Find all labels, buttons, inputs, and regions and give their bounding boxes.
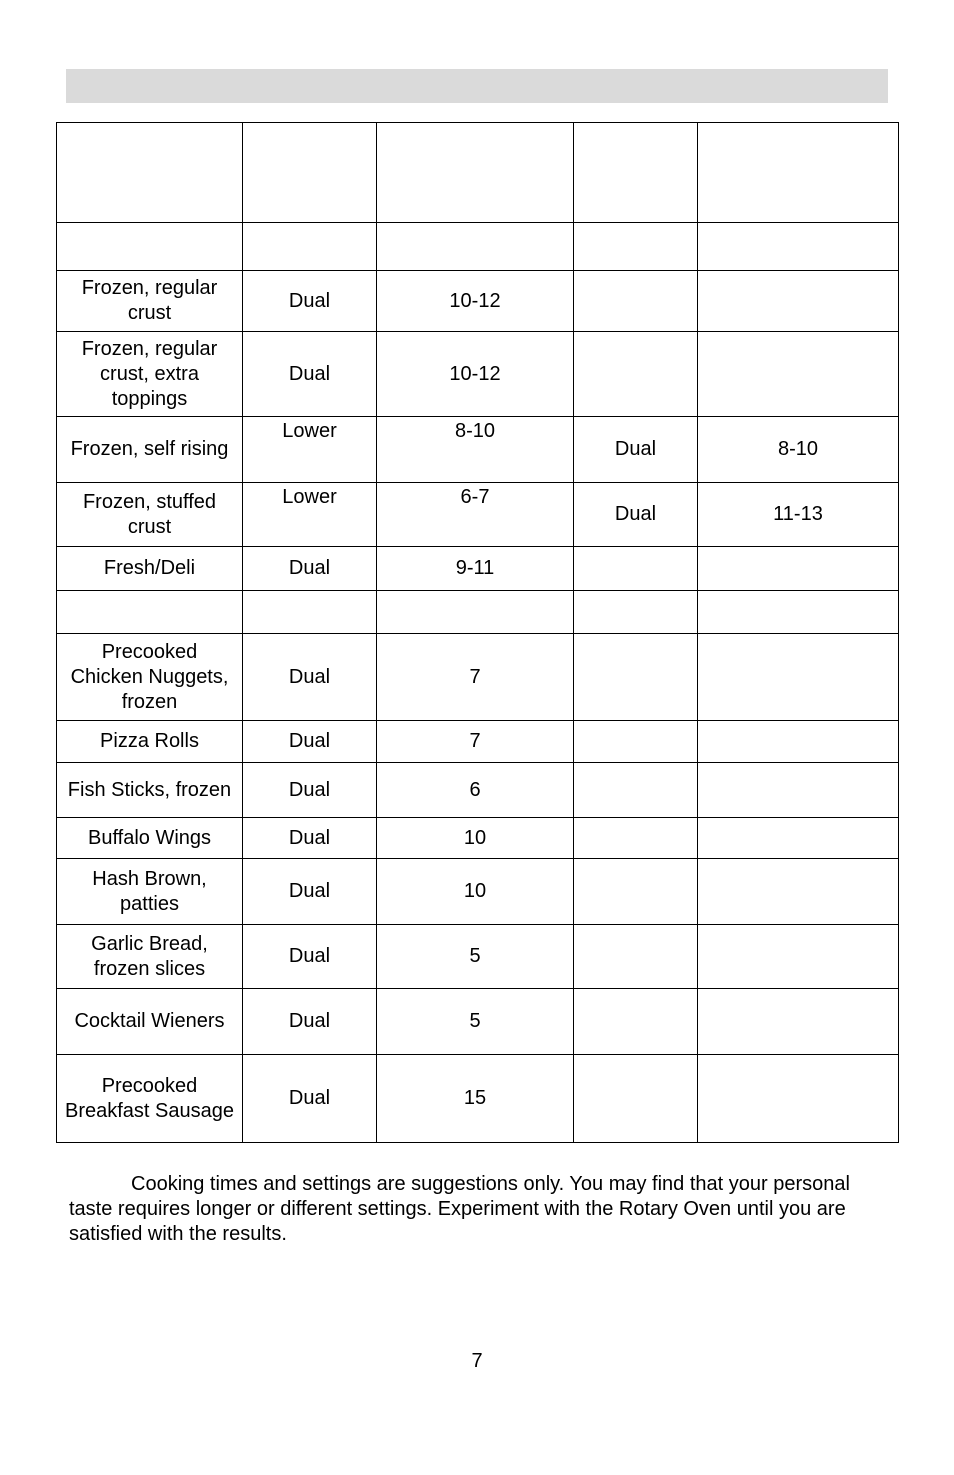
table-cell-food: Precooked Breakfast Sausage: [57, 1055, 243, 1143]
table-cell-time-2: [698, 271, 899, 332]
table-cell-time-1: 5: [377, 925, 574, 989]
table-section-row: [57, 591, 899, 634]
table-cell-element-2: [574, 859, 698, 925]
table-row: [57, 547, 899, 591]
table-cell-time-2: [698, 818, 899, 859]
table-row: [57, 1055, 899, 1143]
table-row: [57, 483, 899, 547]
table-cell-time-1: 8-10: [377, 417, 574, 483]
table-cell-element-1: Lower: [243, 483, 377, 547]
table-cell-time-1: 10-12: [377, 271, 574, 332]
table-cell-element-1: Dual: [243, 271, 377, 332]
table-cell-time-1: [377, 223, 574, 271]
table-cell-time-1: 6: [377, 763, 574, 818]
table-cell-time-1: 10: [377, 859, 574, 925]
table-cell-element-2: [574, 1055, 698, 1143]
table-cell-time-2: 8-10: [698, 417, 899, 483]
table-cell-time-2: [698, 721, 899, 763]
table-cell-element-1: Dual: [243, 763, 377, 818]
table-cell-element-1: Lower: [243, 417, 377, 483]
table-cell-time-1: [377, 123, 574, 223]
table-cell-element-1: Dual: [243, 1055, 377, 1143]
table-cell-time-1: 6-7: [377, 483, 574, 547]
table-cell-element-1: Dual: [243, 925, 377, 989]
table-cell-element-2: [574, 223, 698, 271]
table-cell-food: Pizza Rolls: [57, 721, 243, 763]
table-cell-time-2: [698, 547, 899, 591]
table-cell-time-2: [698, 634, 899, 721]
table-cell-element-1: Dual: [243, 989, 377, 1055]
table-cell-time-1: 10-12: [377, 332, 574, 417]
table-row: [57, 818, 899, 859]
table-cell-time-2: [698, 859, 899, 925]
table-cell-time-2: 11-13: [698, 483, 899, 547]
table-section-row: [57, 223, 899, 271]
table-cell-time-2: [698, 223, 899, 271]
table-cell-element-2: [574, 989, 698, 1055]
table-cell-element-2: [574, 634, 698, 721]
table-cell-element-1: Dual: [243, 634, 377, 721]
table-cell-food: Cocktail Wieners: [57, 989, 243, 1055]
table-row: [57, 859, 899, 925]
table-row: [57, 925, 899, 989]
table-cell-time-1: 9-11: [377, 547, 574, 591]
table-cell-element-2: [574, 721, 698, 763]
table-cell-time-2: [698, 332, 899, 417]
cooking-note: Cooking times and settings are suggestions only. You may find that your personal taste requires longer or different settings. Experiment with the Rotary Oven until you are satisfied with the results.: [69, 1173, 850, 1245]
table-cell-food: Frozen, stuffed crust: [57, 483, 243, 547]
table-cell-food: [57, 223, 243, 271]
table-cell-element-1: Dual: [243, 721, 377, 763]
table-cell-element-2: [574, 591, 698, 634]
table-cell-time-1: 7: [377, 721, 574, 763]
table-row: [57, 332, 899, 417]
table-cell-element-2: [574, 763, 698, 818]
table-cell-time-1: [377, 591, 574, 634]
table-cell-time-2: [698, 591, 899, 634]
page-number: 7: [471, 1350, 483, 1372]
table-cell-element-1: [243, 223, 377, 271]
table-cell-element-1: Dual: [243, 859, 377, 925]
table-cell-element-1: Dual: [243, 332, 377, 417]
table-cell-time-2: [698, 1055, 899, 1143]
table-cell-food: Fish Sticks, frozen: [57, 763, 243, 818]
table-cell-element-1: Dual: [243, 547, 377, 591]
table-cell-element-2: [574, 925, 698, 989]
table-cell-food: Frozen, regular crust: [57, 271, 243, 332]
table-cell-element-2: Dual: [574, 483, 698, 547]
table-cell-element-2: [574, 818, 698, 859]
table-cell-element-1: [243, 591, 377, 634]
table-cell-time-2: [698, 763, 899, 818]
table-cell-element-2: Dual: [574, 417, 698, 483]
table-cell-element-2: [574, 271, 698, 332]
table-row: [57, 417, 899, 483]
header-bar: [66, 69, 888, 103]
table-row: [57, 721, 899, 763]
table-header-row: [57, 123, 899, 223]
table-cell-food: Fresh/Deli: [57, 547, 243, 591]
table-cell-element-1: [243, 123, 377, 223]
table-cell-food: Buffalo Wings: [57, 818, 243, 859]
table-row: [57, 271, 899, 332]
table-row: [57, 763, 899, 818]
table-cell-time-1: 10: [377, 818, 574, 859]
table-cell-time-1: 7: [377, 634, 574, 721]
table-cell-element-2: [574, 332, 698, 417]
table-cell-element-2: [574, 123, 698, 223]
cooking-table: [56, 122, 899, 1143]
table-cell-time-2: [698, 989, 899, 1055]
table-cell-food: Garlic Bread, frozen slices: [57, 925, 243, 989]
table-cell-food: [57, 123, 243, 223]
table-cell-food: Hash Brown, patties: [57, 859, 243, 925]
table-cell-time-1: 5: [377, 989, 574, 1055]
table-cell-time-2: [698, 123, 899, 223]
table-cell-food: [57, 591, 243, 634]
table-cell-time-1: 15: [377, 1055, 574, 1143]
table-row: [57, 634, 899, 721]
table-row: [57, 989, 899, 1055]
table-cell-element-2: [574, 547, 698, 591]
table-cell-element-1: Dual: [243, 818, 377, 859]
table-cell-time-2: [698, 925, 899, 989]
table-cell-food: Frozen, regular crust, extra toppings: [57, 332, 243, 417]
table-cell-food: Precooked Chicken Nuggets, frozen: [57, 634, 243, 721]
table-cell-food: Frozen, self rising: [57, 417, 243, 483]
